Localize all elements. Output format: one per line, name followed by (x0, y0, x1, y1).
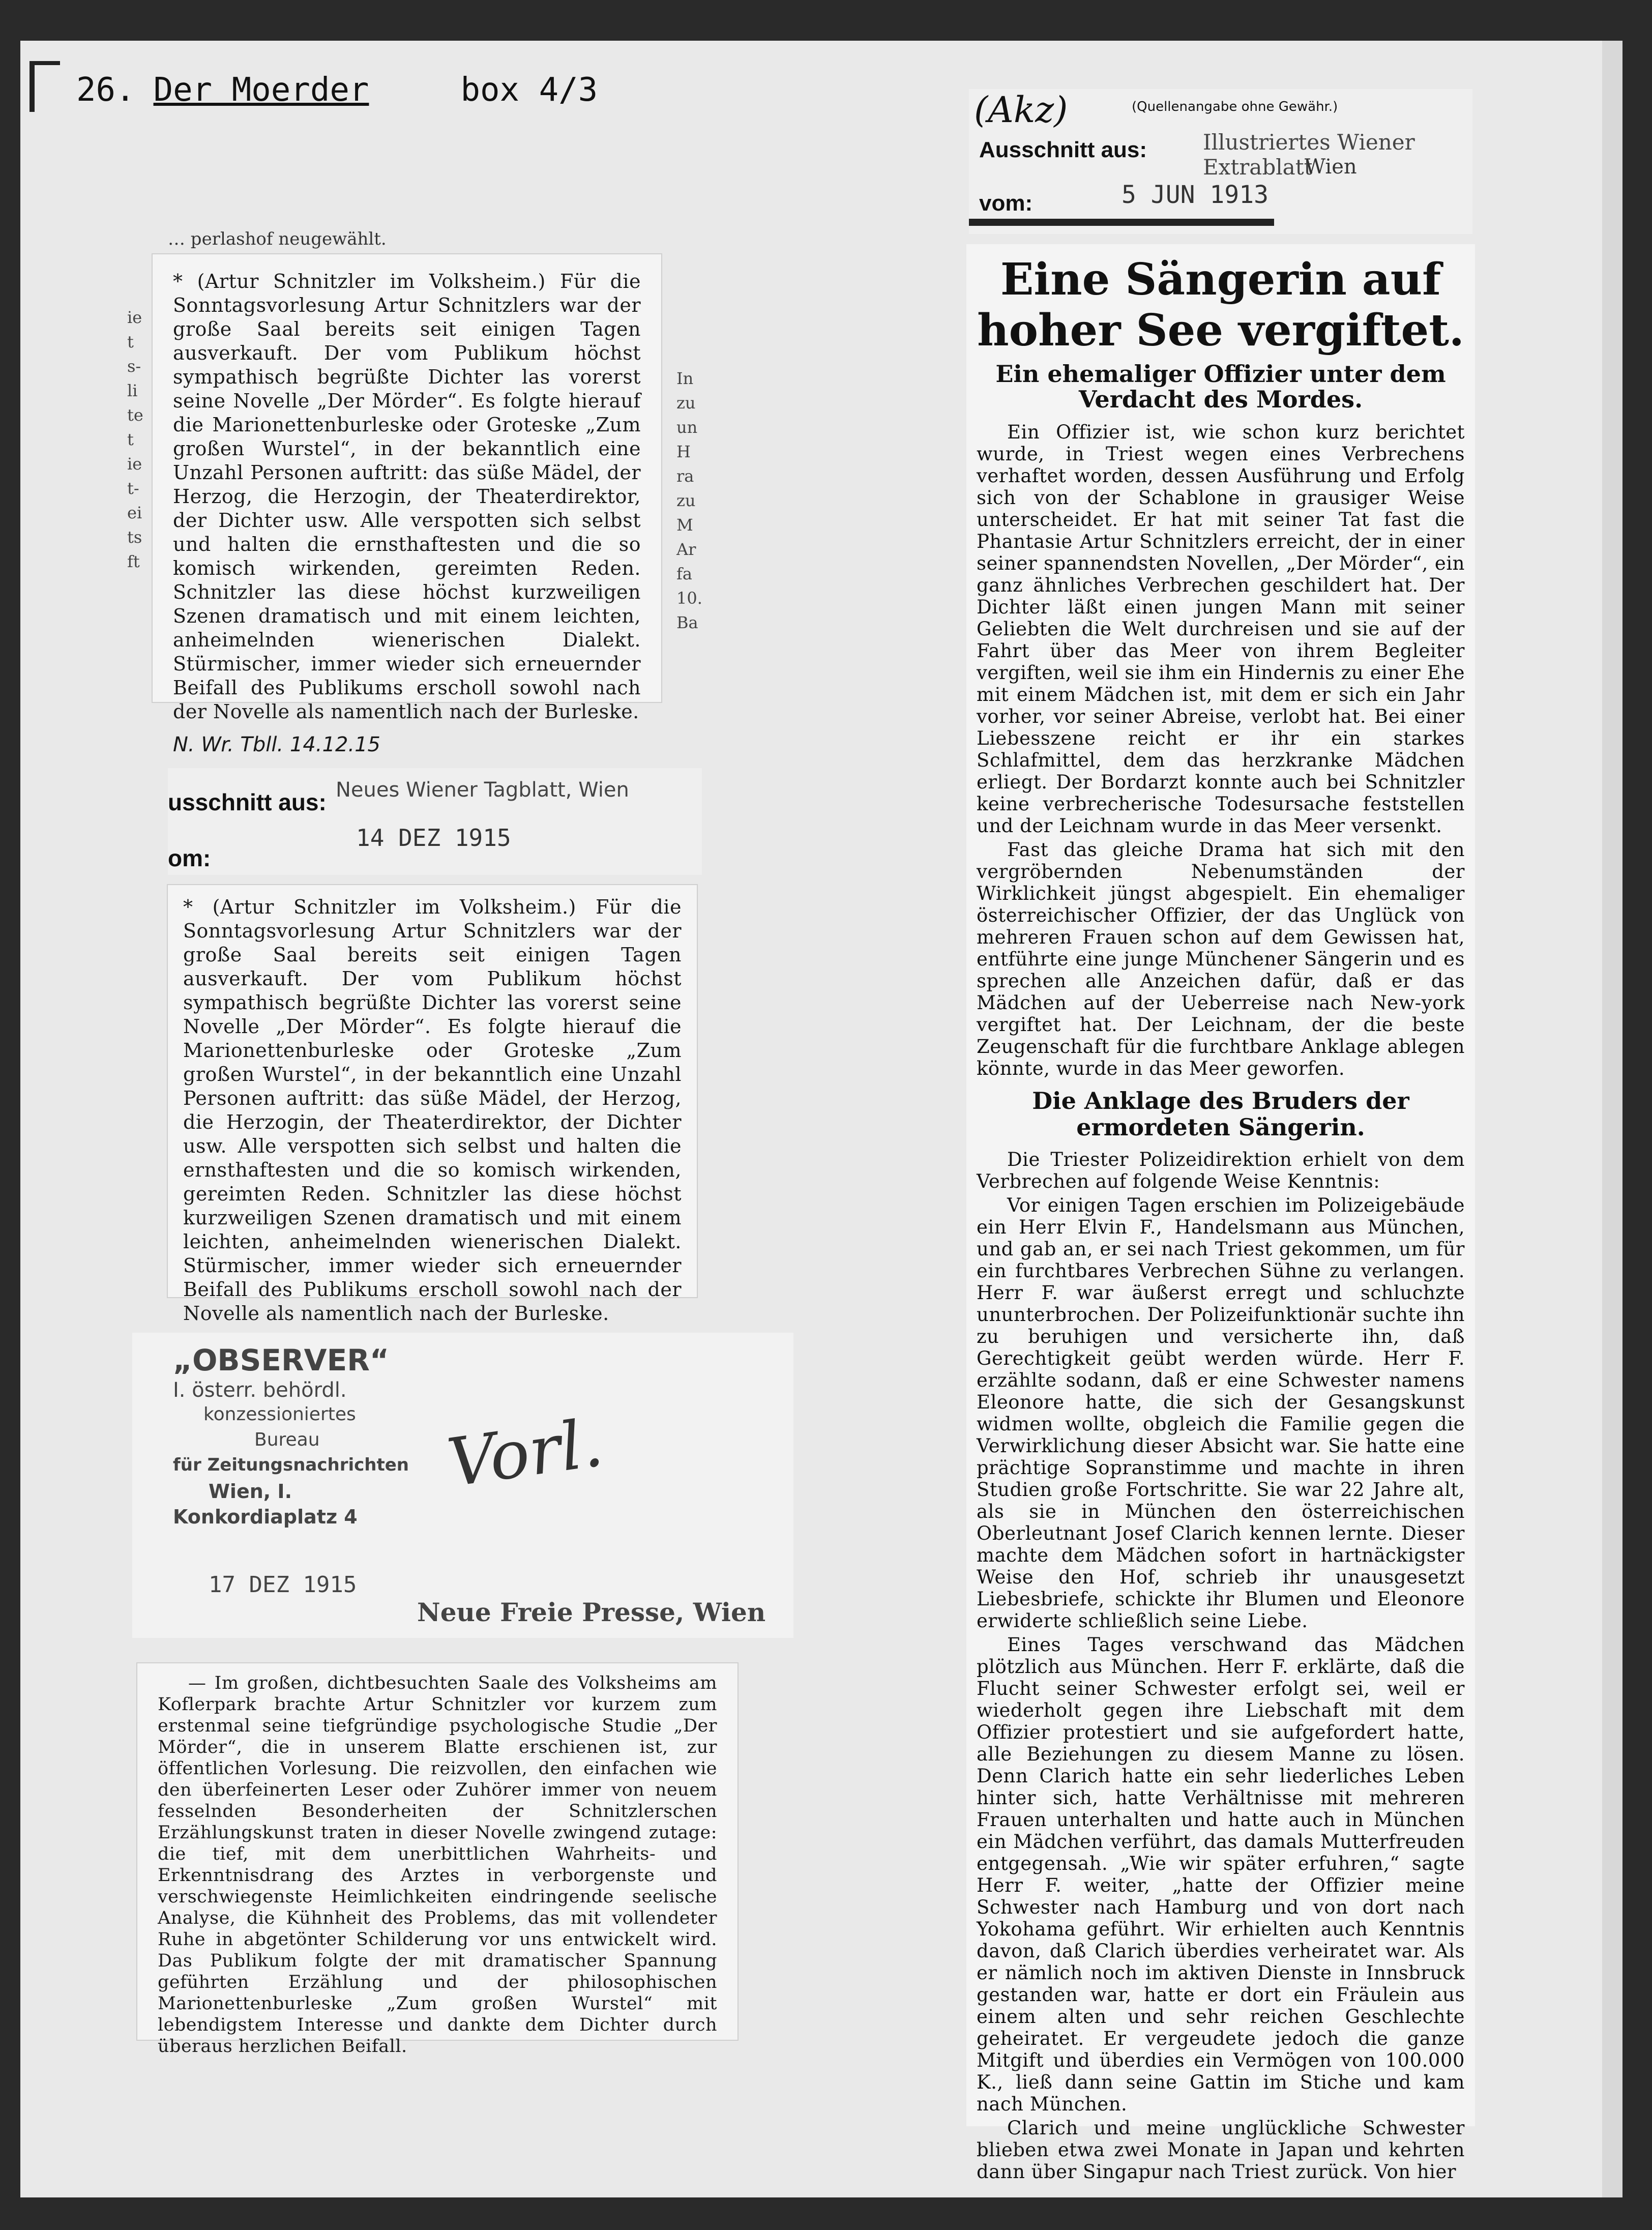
publication-stamp: Illustriertes Wiener Extrablatt (1203, 130, 1415, 180)
box-label: box 4/3 (460, 71, 598, 109)
clip2-text: * (Artur Schnitzler im Volksheim.) Für die Sonntagsvorlesung Artur Schnitzlers war der große Saal bereits seit einigen Tagen ausverkauft. Der vom Publikum höchst sympathisch begrüßte Dichter las vorerst seine Novelle „Der Mörder“. Es folgte hierauf die Marionettenburleske oder Groteske „Zum großen Wurstel“, in der bekanntlich eine Unzahl Personen auftritt: das süße Mädel, der Herzog, die Herzogin, der Theaterdirektor, der Dichter usw. Alle verspotten sich selbst und halten die ernsthaftesten und die so komisch wirkenden, gereimten Reden. Schnitzler las diese höchst kurzweiligen Szenen dramatisch und mit einem leichten, anheimelnden wienerischen Dialekt. Stürmischer, immer wieder sich erneuernder Beifall des Publikums erscholl sowohl nach der Novelle als namentlich nach der Burleske. (183, 896, 682, 1325)
edge-fragment: zu (676, 393, 696, 413)
handwritten-signature: Vorl. (442, 1403, 608, 1502)
edge-fragment: Ba (676, 613, 698, 632)
article-paragraph: Fast das gleiche Drama hat sich mit den vergröbernden Nebenumständen der Wirklichkeit jüngst abgespielt. Ein ehemaliger österreichischer Offizier, der das Unglück von mehreren Frauen schon auf dem Gewissen hat, entführte eine junge Münchener Sängerin und es sprechen alle Anzeichen dafür, daß er das Mädchen auf der Ueberreise nach New-york vergiftet hat. Der Leichnam, der die beste Zeugenschaft für die furchtbare Anklage ablegen könnte, wurde in das Meer geworfen. (977, 839, 1465, 1079)
edge-fragment: ts (127, 527, 142, 547)
corner-mark (29, 61, 35, 112)
label-from: usschnitt aus: (168, 789, 327, 815)
observer-stamp-area (132, 1333, 793, 1638)
clip3-text: — Im großen, dichtbesuchten Saale des Volksheims am Koflerpark brachte Artur Schnitzler vor kurzem zum erstenmal seine tiefgründige psychologische Studie „Der Mörder“, die in unserem Blatte erschienen ist, zur öffentlichen Vorlesung. Die reizvollen, den einfachen wie den überfeinerten Leser oder Zuhörer immer von neuem fesselnden Besonderheiten der Schnitzlerschen Erzählungskunst traten in dieser Novelle zwingend zutage: die tief, mit dem unerbittlichen Wahrheits- und Erkenntnisdrang des Arztes in verborgenste und verschwiegenste Heimlichkeiten eindringende seelische Analyse, die Kühnheit des Problems, das mit vollendeter Ruhe in abgetönter Schilderung vor uns entwickelt wird. Das Publikum folgte der mit dramatischer Spannung geführten Erzählung und der philosophischen Marionettenburleske „Zum großen Wurstel“ mit lebendigstem Interesse und dankte dem Dichter durch überaus herzlichen Beifall. (158, 1673, 717, 2057)
edge-fragment: In (676, 369, 694, 388)
folder-header (76, 71, 598, 109)
edge-fragment: t (127, 332, 134, 351)
edge-fragment: H (676, 442, 691, 461)
edge-fragment: M (676, 515, 693, 535)
edge-fragment: zu (676, 491, 696, 510)
edge-fragment: 10. (676, 589, 702, 608)
label-on: om: (168, 845, 211, 871)
label-from: Ausschnitt aus: (979, 137, 1147, 162)
folder-number: 26. (76, 71, 135, 109)
edge-fragment: ei (127, 503, 142, 522)
folder-title: Der Moerder (153, 71, 369, 109)
clip1-right-edge (676, 366, 702, 635)
edge-fragment: te (127, 405, 143, 425)
date-stamp: 5 JUN 1913 (1122, 181, 1268, 209)
edge-fragment: ra (676, 466, 694, 486)
date-stamp: 14 DEZ 1915 (356, 824, 511, 852)
stamp-line: „OBSERVER“ (173, 1343, 389, 1377)
article-section-heading: Die Anklage des Bruders der ermordeten Sängerin. (1032, 1087, 1409, 1141)
clip1-text: * (Artur Schnitzler im Volksheim.) Für die Sonntagsvorlesung Artur Schnitzlers war der große Saal bereits seit einigen Tagen ausverkauft. Der vom Publikum höchst sympathisch begrüßte Dichter las vorerst seine Novelle „Der Mörder“. Es folgte hierauf die Marionettenburleske oder Groteske „Zum großen Wurstel“, in der bekanntlich eine Unzahl Personen auftritt: das süße Mädel, der Herzog, die Herzogin, der Theaterdirektor, der Dichter usw. Alle verspotten sich selbst und halten die ernsthaftesten und die so komisch wirkenden, gereimten Reden. Schnitzler las diese höchst kurzweiligen Szenen dramatisch und mit einem leichten, anheimelnden wienerischen Dialekt. Stürmischer, immer wieder sich erneuernder Beifall des Publikums erscholl sowohl nach der Novelle als namentlich nach der Burleske. (173, 270, 641, 723)
label-on: vom: (979, 191, 1033, 216)
page-edge (1602, 41, 1622, 2197)
edge-fragment: ie (127, 308, 142, 327)
edge-fragment: Ar (676, 540, 696, 559)
stamp-line: Konkordiaplatz 4 (173, 1506, 358, 1528)
clipping-neue-freie-presse (137, 1663, 738, 2057)
source-disclaimer: (Quellenangabe ohne Gewähr.) (1132, 99, 1338, 114)
clipping-volksheim-2 (168, 885, 697, 1325)
article-paragraph: Vor einigen Tagen erschien im Polizeigebäude ein Herr Elvin F., Handelsmann aus München, und gab an, er sei nach Triest gekommen, um für ein furchtbares Verbrechen Sühne zu verlangen. Herr F. war äußerst erregt und schluchzte ununterbrochen. Der Polizeifunktionär suchte ihn zu beruhigen und versicherte ihn, daß Gerechtigkeit geübt werden würde. Herr F. erzählte sodann, daß er eine Schwester namens Eleonore hatte, die sich der Gesangskunst widmen wollte, obgleich die Familie gegen die Verwirklichung dieser Absicht war. Sie hatte eine prächtige Sopranstimme und machte in ihren Studien große Fortschritte. Sie war 22 Jahre alt, als sie in München den österreichischen Oberleutnant Josef Clarich kennen lernte. Dieser machte dem Mädchen sofort in hartnäckigster Weise den Hof, schrieb ihr unausgesetzt Liebesbriefe, schickte ihr Blumen und Eleonore erwiderte schließlich seine Liebe. (977, 1194, 1465, 1632)
article-saengerin (966, 244, 1475, 2183)
stamp-line: konzessioniertes (203, 1404, 356, 1425)
edge-fragment: ie (127, 454, 142, 474)
edge-fragment: un (676, 418, 698, 437)
publication-stamp: Neue Freie Presse, Wien (417, 1597, 766, 1627)
article-paragraph: Eines Tages verschwand das Mädchen plötzlich aus München. Herr F. erklärte, daß die Flucht seiner Schwester erfolgt sei, weil er wiederholt gegen ihre Liebschaft mit dem Offizier protestiert und sie aufgefordert hatte, alle Beziehungen zu diesem Manne zu lösen. Denn Clarich hatte ein sehr liederliches Leben hinter sich, hatte Verhältnisse mit mehreren Frauen unterhalten und hatte auch in München ein Mädchen verführt, das damals Mutterfreuden entgegensah. „Wie wir später erfuhren,“ sagte Herr F. weiter, „hatte der Offizier meine Schwester nach Hamburg und von dort nach Yokohama geführt. Wir erhielten auch Kenntnis davon, daß Clarich überdies verheiratet war. Als er nämlich noch im aktiven Dienste in Innsbruck gestanden war, hatte er dort ein Fräulein aus einem alten und sehr reichen Geschlechte geheiratet. Er vergeudete jedoch die ganze Mitgift und überdies ein Vermögen von 100.000 K., ließ dann seine Gattin im Stiche und kam nach München. (977, 1634, 1465, 2115)
article-paragraph: Ein Offizier ist, wie schon kurz berichtet wurde, in Triest wegen eines Verbrechens verhaftet worden, dessen Ausführung und Erfolg sich von der Schablone in grausiger Weise unterscheidet. Er hat mit seiner Tat fast die Phantasie Artur Schnitzlers erreicht, der in einer seiner spannendsten Novellen, „Der Mörder“, ein ganz ähnliches Verbrechen geschildert hat. Der Dichter läßt einen jungen Mann mit seiner Geliebten die Welt durchreisen und sie auf der Fahrt über das Meer von ihrem Begleiter vergiften, weil sie ihm ein Hindernis zu einer Ehe mit einem Mädchen ist, mit dem er sich ein Jahr vorher, vor seiner Abreise, verlobt hat. Bei einer Liebesszene reicht er ihr ein starkes Schlafmittel, dem das herzkranke Mädchen erliegt. Der Bordarzt konnte auch bei Schnitzler keine verbrecherische Todesursache feststellen und der Leichnam wurde in das Meer versenkt. (977, 421, 1465, 837)
article-paragraph: Die Triester Polizeidirektion erhielt von dem Verbrechen auf folgende Weise Kenntnis: (977, 1149, 1465, 1192)
stamp-line: I. österr. behördl. (173, 1378, 347, 1402)
stamp-line: Wien, I. (209, 1480, 292, 1503)
stamp-line: für Zeitungsnachrichten (173, 1455, 409, 1475)
stamp-date: 17 DEZ 1915 (209, 1572, 357, 1598)
clip4-source-header (969, 89, 1472, 234)
clip1-left-edge (127, 305, 143, 574)
stamp-line: Bureau (254, 1429, 320, 1450)
clip2-source-header (168, 768, 702, 875)
article-paragraph: Clarich und meine unglückliche Schwester blieben etwa zwei Monate in Japan und kehrten dann über Singapur nach Triest zurück. Von hier (977, 2117, 1465, 2183)
edge-fragment: s- (127, 357, 141, 376)
publication-city: Wien (1305, 155, 1357, 179)
article-subheadline: Ein ehemaliger Offizier unter dem Verdacht des Mordes. (995, 360, 1446, 413)
article-headline: Eine Sängerin auf hoher See vergiftet. (977, 254, 1464, 356)
edge-fragment: li (127, 381, 138, 400)
clipping-volksheim-1 (153, 254, 661, 756)
publication-stamp: Neues Wiener Tagblatt, Wien (336, 778, 629, 802)
edge-fragment: ft (127, 552, 140, 571)
edge-fragment: fa (676, 564, 692, 583)
handwritten-source-note: N. Wr. Tbll. 14.12.15 (173, 733, 381, 756)
edge-fragment: t- (127, 479, 139, 498)
edge-fragment: t (127, 430, 134, 449)
clip1-top-fragment: … perlashof neugewählt. (168, 229, 387, 249)
handwritten-mark: (Akz) (974, 89, 1068, 131)
underline-bar (969, 219, 1274, 226)
